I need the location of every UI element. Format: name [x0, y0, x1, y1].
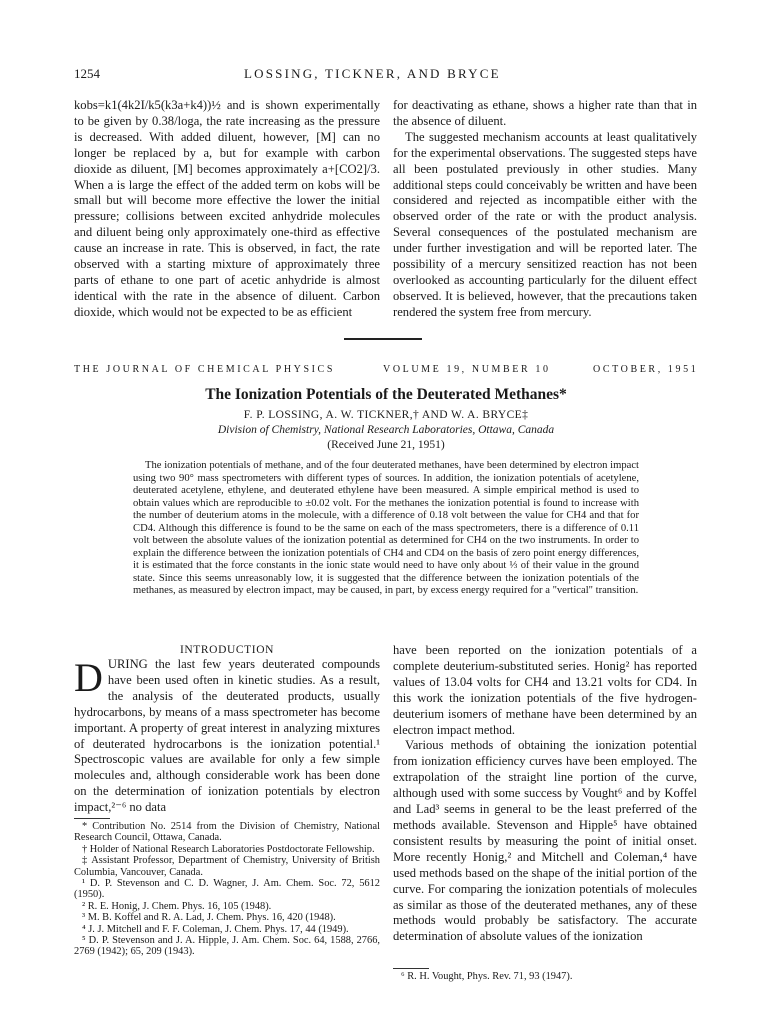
page-number: 1254: [74, 66, 100, 81]
intro-right-column: [393, 643, 697, 945]
footnote-rule: [74, 818, 110, 819]
footnote-rule: [393, 968, 429, 969]
intro-paragraph: [74, 657, 380, 816]
prev-article-paragraph: for deactivating as ethane, shows a higher rate than that in the absence of diluent.: [393, 98, 697, 128]
footnote: ⁵ D. P. Stevenson and J. A. Hipple, J. Am. Chem. Soc. 64, 1588, 2766, 2769 (1942); 65, 209 (1943).: [74, 935, 380, 958]
article-received-date: (Received June 21, 1951): [327, 439, 445, 451]
section-heading-introduction: INTRODUCTION: [179, 644, 275, 656]
article-title: The Ionization Potentials of the Deuterated Methanes*: [205, 386, 567, 403]
intro-paragraph: Various methods of obtaining the ionization potential from ionization efficiency curves have been employed. The extrapolation of the straight line portion of the curve, although used with some success by Vought⁶ and by Koffel and Lad³ seems in general to be the least preferred of the methods available. Stevenson and Hipple⁵ have obtained consistent results by measuring the point of initial onset. More recently Honig,² and Mitchell and Coleman,⁴ have used methods based on the shape of the initial portion of the curve. For comparing the ionization potentials of molecules as similar as those of the deuterated methanes, any of these methods would probably be satisfactory. The accurate determination of absolute values of the ionization: [393, 738, 697, 944]
footnote: ‡ Assistant Professor, Department of Chemistry, University of British Columbia, Vancouver, Canada.: [74, 855, 380, 878]
footnote: ³ M. B. Koffel and R. A. Lad, J. Chem. Phys. 16, 420 (1948).: [82, 912, 336, 924]
intro-left-column: [74, 657, 380, 816]
footnotes: [74, 818, 380, 958]
drop-cap: D: [74, 655, 103, 700]
footnote: ¹ D. P. Stevenson and C. D. Wagner, J. Am. Chem. Soc. 72, 5612 (1950).: [74, 878, 380, 901]
journal-name: THE JOURNAL OF CHEMICAL PHYSICS: [74, 364, 335, 375]
abstract-text: The ionization potentials of methane, and of the four deuterated methanes, have been determined by electron impact using two 90° mass spectrometers with different types of sources. In addition, the ionization potentials of acetylene, deuterated acetylene, ethylene, and deuterated ethylene have been measured. A simple empirical method is used to obtain values which are reproducible to ±0.02 volt. For the methanes the ionization potential is found to increase with the number of deuterium atoms in the molecule, with a difference of 0.18 volt between the value for CH4 and that for CD4. Although this difference is found to be the same on each of the mass spectrometers, there is a difference of 0.11 volt between the absolute values of the ionization potential as determined for CH4 on the two instruments. In order to explain the difference between the ionization potentials of CH4 and CD4 on the basis of zero point energy differences, it is estimated that the force constants in the ionic state would need to have only about ⅓ of their value in the ground state. Since this seems unreasonably low, it is suggested that the difference between the ionization potentials of the methanes, as measured by electron impact, may be caused, in part, by excess energy required for a "vertical" transition.: [133, 460, 639, 596]
prev-article-left-column: [74, 98, 380, 321]
journal-volume: VOLUME 19, NUMBER 10: [383, 364, 551, 375]
prev-article-paragraph: The suggested mechanism accounts at least qualitatively for the experimental observations. The suggested steps have all been postulated previously in other studies. Many additional steps could conceivably be written and have been considered and rejected as incompatible either with the observed order of the rate or with the product analysis. Several consequences of the postulated mechanism are under further investigation and will be reported later. The possibility of a mercury sensitized reaction has not been overlooked as accounting particularly for the diluent effect observed. It is believed, however, that the precautions taken rendered the system free from mercury.: [393, 129, 697, 319]
article-affiliation: Division of Chemistry, National Research Laboratories, Ottawa, Canada: [217, 424, 555, 436]
journal-date: OCTOBER, 1951: [593, 364, 699, 375]
article-abstract: [133, 460, 639, 598]
section-divider-rule: [344, 338, 422, 340]
prev-article-right-column: [393, 98, 697, 321]
footnote: † Holder of National Research Laboratories Postdoctorate Fellowship.: [82, 843, 375, 855]
intro-paragraph: have been reported on the ionization potentials of a complete deuterium-substituted series. Honig² has reported values of 13.04 volts for CH4 and 13.21 volts for CD4. In this work the ionization potentials of the five hydrogen-deuterium isomers of methane have been determined by an electron impact method.: [393, 643, 697, 737]
prev-article-paragraph: kobs=k1(4k2I/k5(k3a+k4))½ and is shown experimentally to be given by 0.38/loga, the rate increasing as the pressure is decreased. With added diluent, however, [M] can no longer be replaced by a, but for example with carbon dioxide as diluent, [M] becomes approximately a+[CO2]/3. When a is large the effect of the added term on kobs will be small but will become more effective the lower the initial pressure; collisions between excited anhydride molecules and diluent being only approximately one-third as effective cause an increase in rate. This is observed, in fact, the rate observed with a starting mixture of approximately three parts of ethane to one part of acetic anhydride is almost identical with the rate in the absence of diluent. Carbon dioxide, which would not be expected to be as efficient: [74, 98, 380, 319]
intro-paragraph-text: URING the last few years deuterated compounds have been used often in kinetic studies. As a result, the analysis of the deuterated products, usually hydrocarbons, by means of a mass spectrometer has become important. A property of great interest in analyzing mixtures of deuterated hydrocarbons is the ionization potential.¹ Spectroscopic values are available for only a few simple molecules and, although considerable work has been done on the determination of ionization potentials by electron impact,²⁻⁶ no data: [74, 657, 380, 815]
footnote: ² R. E. Honig, J. Chem. Phys. 16, 105 (1948).: [82, 900, 272, 912]
running-head-authors: LOSSING, TICKNER, AND BRYCE: [244, 66, 501, 81]
footnote: ⁴ J. J. Mitchell and F. F. Coleman, J. Chem. Phys. 17, 44 (1949).: [82, 923, 349, 935]
footnote: ⁶ R. H. Vought, Phys. Rev. 71, 93 (1947).: [401, 971, 573, 982]
footnote: * Contribution No. 2514 from the Division of Chemistry, National Research Council, Ottawa, Canada.: [74, 821, 380, 844]
right-footnotes: [393, 968, 697, 983]
article-authors: F. P. LOSSING, A. W. TICKNER,† AND W. A. BRYCE‡: [243, 409, 529, 421]
